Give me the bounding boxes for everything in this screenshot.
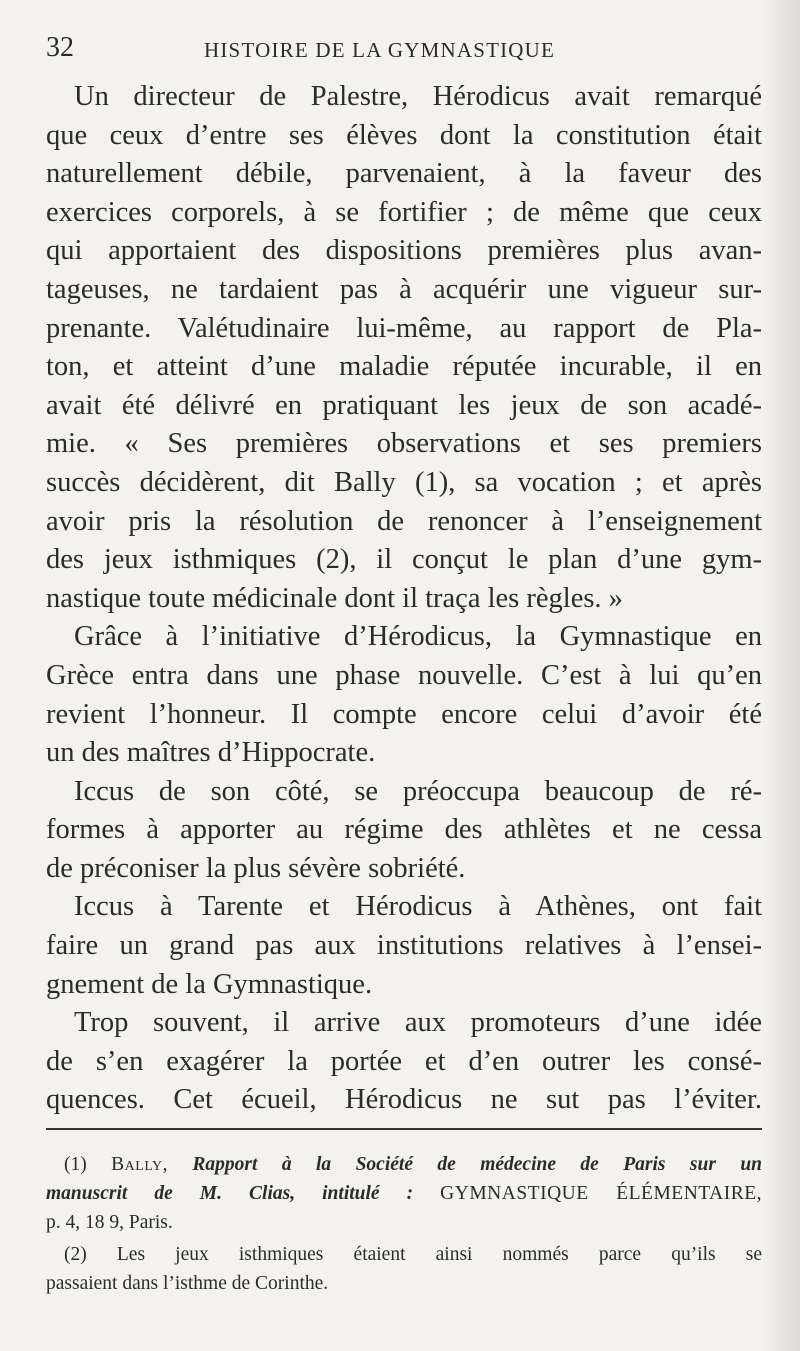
footnote-author: Bally, xyxy=(111,1154,168,1175)
text-line: des jeux isthmiques (2), il conçut le plan d’une gym- xyxy=(46,544,762,576)
text-line: succès décidèrent, dit Bally (1), sa vocation ; et après xyxy=(46,466,762,498)
text-line: quences. Cet écueil, Hérodicus ne sut pas l’éviter. xyxy=(46,1084,762,1116)
footnote-1-line-1 xyxy=(46,1150,762,1179)
text-line: qui apportaient des dispositions premières plus avan- xyxy=(46,235,762,267)
text-line: gnement de la Gymnastique. xyxy=(46,968,373,1000)
footnotes xyxy=(46,1150,762,1298)
text-line: Iccus à Tarente et Hérodicus à Athènes, ont fait xyxy=(74,891,762,923)
running-title: HISTOIRE DE LA GYMNASTIQUE xyxy=(204,38,556,62)
text-line: que ceux d’entre ses élèves dont la constitution était xyxy=(46,119,762,151)
text-line: Iccus de son côté, se préoccupa beaucoup de ré- xyxy=(74,775,762,807)
footnote-marker: (1) xyxy=(64,1154,87,1175)
text-line: de s’en exagérer la portée et d’en outrer les consé- xyxy=(46,1045,762,1077)
text-line: formes à apporter au régime des athlètes et ne cessa xyxy=(46,814,762,846)
text-line: exercices corporels, à se fortifier ; de même que ceux xyxy=(46,196,762,228)
page-edge-shadow xyxy=(762,0,800,1351)
footnote-1-line-2 xyxy=(46,1179,762,1208)
footnote-title-cont: manuscrit de M. Clias, intitulé : xyxy=(46,1183,414,1204)
text-line: Un directeur de Palestre, Hérodicus avait remarqué xyxy=(74,81,762,112)
page-header xyxy=(46,30,756,70)
text-line: prenante. Valétudinaire lui-même, au rapport de Pla- xyxy=(46,312,762,344)
text-line: avoir pris la résolution de renoncer à l’enseignement xyxy=(46,505,762,537)
text-line: Trop souvent, il arrive aux promoteurs d’une idée xyxy=(74,1007,762,1039)
text-line: nastique toute médicinale dont il traça les règles. » xyxy=(46,582,623,614)
text-line: de préconiser la plus sévère sobriété. xyxy=(46,852,466,884)
footnote-rule xyxy=(46,1128,762,1130)
text-line: mie. « Ses premières observations et ses premiers xyxy=(46,428,762,460)
text-line: faire un grand pas aux institutions relatives à l’ensei- xyxy=(46,930,762,962)
page-number: 32 xyxy=(46,32,74,63)
footnote-work: GYMNASTIQUE ÉLÉMENTAIRE, xyxy=(440,1183,762,1204)
footnote-title: Rapport à la Société de médecine de Paris sur un xyxy=(192,1154,763,1175)
text-line: tageuses, ne tardaient pas à acquérir une vigueur sur- xyxy=(46,273,762,305)
text-line: revient l’honneur. Il compte encore celui d’avoir été xyxy=(46,698,762,730)
text-line: Grâce à l’initiative d’Hérodicus, la Gymnastique en xyxy=(74,621,762,653)
text-line: un des maîtres d’Hippocrate. xyxy=(46,737,376,769)
footnote-2-line-1: (2) Les jeux isthmiques étaient ainsi nommés parce qu’ils se xyxy=(64,1244,762,1265)
footnote-1-line-3: p. 4, 18 9, Paris. xyxy=(46,1212,173,1233)
text-line: Grèce entra dans une phase nouvelle. C’est à lui qu’en xyxy=(46,659,762,691)
text-line: ton, et atteint d’une maladie réputée incurable, il en xyxy=(46,351,762,383)
text-line: naturellement débile, parvenaient, à la faveur des xyxy=(46,158,762,190)
body-text xyxy=(46,78,762,1120)
text-line: avait été délivré en pratiquant les jeux de son acadé- xyxy=(46,389,762,421)
footnote-2-line-2: passaient dans l’isthme de Corinthe. xyxy=(46,1273,329,1294)
